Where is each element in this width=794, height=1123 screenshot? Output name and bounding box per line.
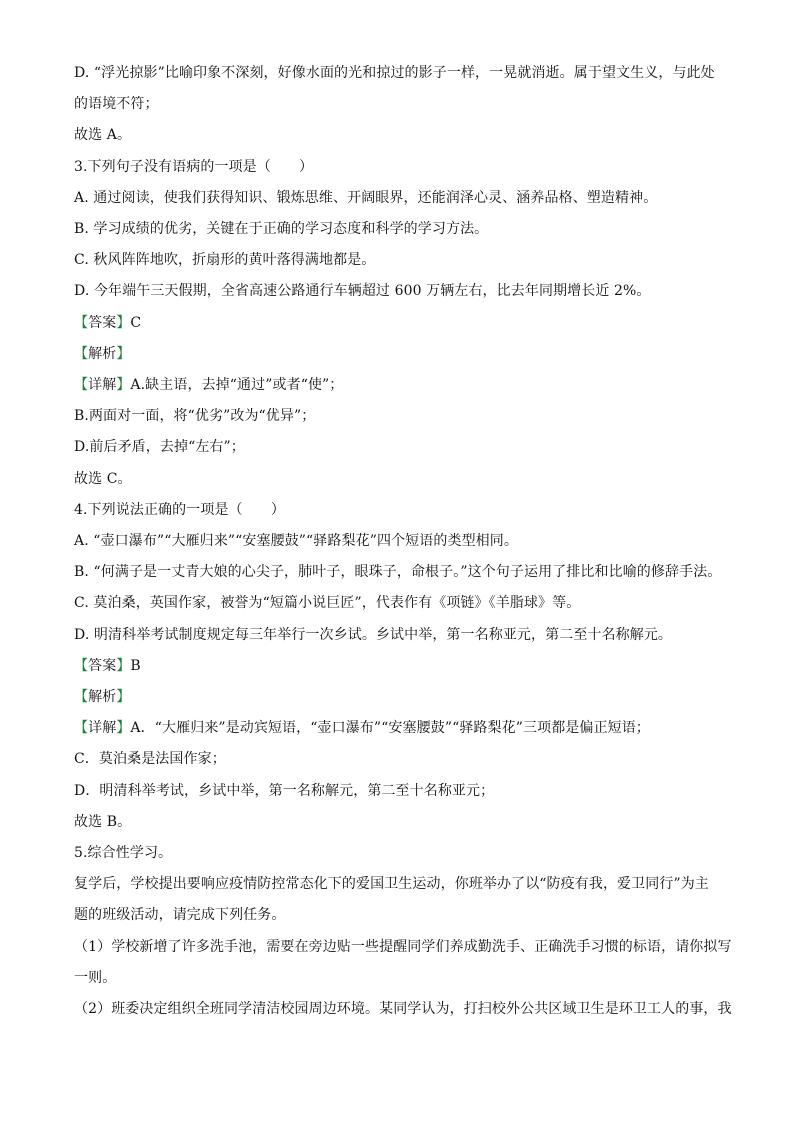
bracket-label: 详解 — [88, 720, 117, 737]
bracket-open: 【 — [74, 377, 89, 394]
text-line: D．明清科举考试，乡试中举，第一名称解元，第二至十名称亚元； — [74, 782, 495, 799]
task-1: （1）学校新增了许多洗手池，需要在旁边贴一些提醒同学们养成勤洗手、正确洗手习惯的标语，请你拟写 — [74, 938, 732, 955]
question-3-option-d: D. 今年端午三天假期，全省高速公路通行车辆超过 600 万辆左右，比去年同期增长近 2%。 — [74, 283, 651, 300]
bracket-open: 【 — [74, 314, 89, 331]
question-4-stem: 4.下列说法正确的一项是（ ） — [74, 501, 285, 518]
question-5-stem: 5.综合性学习。 — [74, 845, 173, 862]
bracket-close: 】 — [116, 657, 131, 674]
bracket-close: 】 — [116, 345, 131, 362]
bracket-label: 解析 — [88, 689, 117, 706]
question-4-option-a: A. “壶口瀑布”“大雁归来”“安塞腰鼓”“驿路梨花”四个短语的类型相同。 — [74, 533, 518, 550]
document-page — [74, 58, 734, 1025]
bracket-label: 答案 — [88, 314, 117, 331]
bracket-open: 【 — [74, 345, 89, 362]
text-line: 故选 C。 — [74, 470, 132, 487]
question-4-option-c: C. 莫泊桑，英国作家，被誉为“短篇小说巨匠”，代表作有《项链》《羊脂球》等。 — [74, 595, 581, 612]
answer-label — [74, 308, 734, 339]
text-line: D. “浮光掠影”比喻印象不深刻，好像水面的光和掠过的影子一样，一晃就消逝。属于望文生义，与此处 — [74, 65, 715, 81]
text-line: 的语境不符； — [74, 96, 159, 113]
question-3-option-c: C. 秋风阵阵地吹，折扇形的黄叶落得满地都是。 — [74, 252, 376, 269]
question-3-option-b: B. 学习成绩的优劣，关键在于正确的学习态度和科学的学习方法。 — [74, 221, 489, 238]
text-line: 复学后，学校提出要响应疫情防控常态化下的爱国卫生运动，你班举办了以“防疫有我，爱卫同行”为主 — [74, 876, 709, 893]
bracket-label: 详解 — [88, 377, 117, 394]
answer-label — [74, 651, 734, 682]
question-3-stem: 3.下列句子没有语病的一项是（ ） — [74, 158, 314, 175]
bracket-open: 【 — [74, 657, 89, 674]
bracket-close: 】 — [116, 314, 131, 331]
text-line: D.前后矛盾，去掉“左右”； — [74, 439, 245, 456]
text-line: C．莫泊桑是法国作家； — [74, 751, 226, 768]
line-text: B — [130, 657, 141, 674]
text-line: 故选 B。 — [74, 813, 132, 830]
text-line: 故选 A。 — [74, 127, 132, 144]
analysis-label — [74, 682, 734, 713]
bracket-close: 】 — [116, 720, 131, 737]
detail-explanation — [74, 713, 734, 744]
bracket-label: 答案 — [88, 657, 117, 674]
question-4-option-d: D. 明清科举考试制度规定每三年举行一次乡试。乡试中举，第一名称亚元，第二至十名称解元。 — [74, 626, 673, 643]
line-text: A．“大雁归来”是动宾短语，“壶口瀑布”“安塞腰鼓”“驿路梨花”三项都是偏正短语； — [130, 720, 650, 737]
text-line: 一则。 — [74, 969, 117, 986]
bracket-label: 解析 — [88, 345, 117, 362]
detail-explanation — [74, 370, 734, 401]
question-3-option-a: A. 通过阅读，使我们获得知识、锻炼思维、开阔眼界，还能润泽心灵、涵养品格、塑造精神。 — [74, 189, 658, 206]
line-text: C — [130, 314, 142, 331]
bracket-open: 【 — [74, 689, 89, 706]
bracket-close: 】 — [116, 377, 131, 394]
text-line: B.两面对一面，将“优劣”改为“优异”； — [74, 408, 316, 425]
analysis-label — [74, 339, 734, 370]
line-text: A.缺主语，去掉“通过”或者“使”； — [130, 377, 344, 394]
text-line: 题的班级活动，请完成下列任务。 — [74, 907, 286, 924]
question-4-option-b: B. “何满子是一丈青大娘的心尖子，肺叶子，眼珠子，命根子。”这个句子运用了排比和比喻的修辞手法。 — [74, 564, 722, 581]
bracket-close: 】 — [116, 689, 131, 706]
task-2: （2）班委决定组织全班同学清洁校园周边环境。某同学认为，打扫校外公共区域卫生是环卫工人的事，我 — [74, 1001, 732, 1018]
bracket-open: 【 — [74, 720, 89, 737]
